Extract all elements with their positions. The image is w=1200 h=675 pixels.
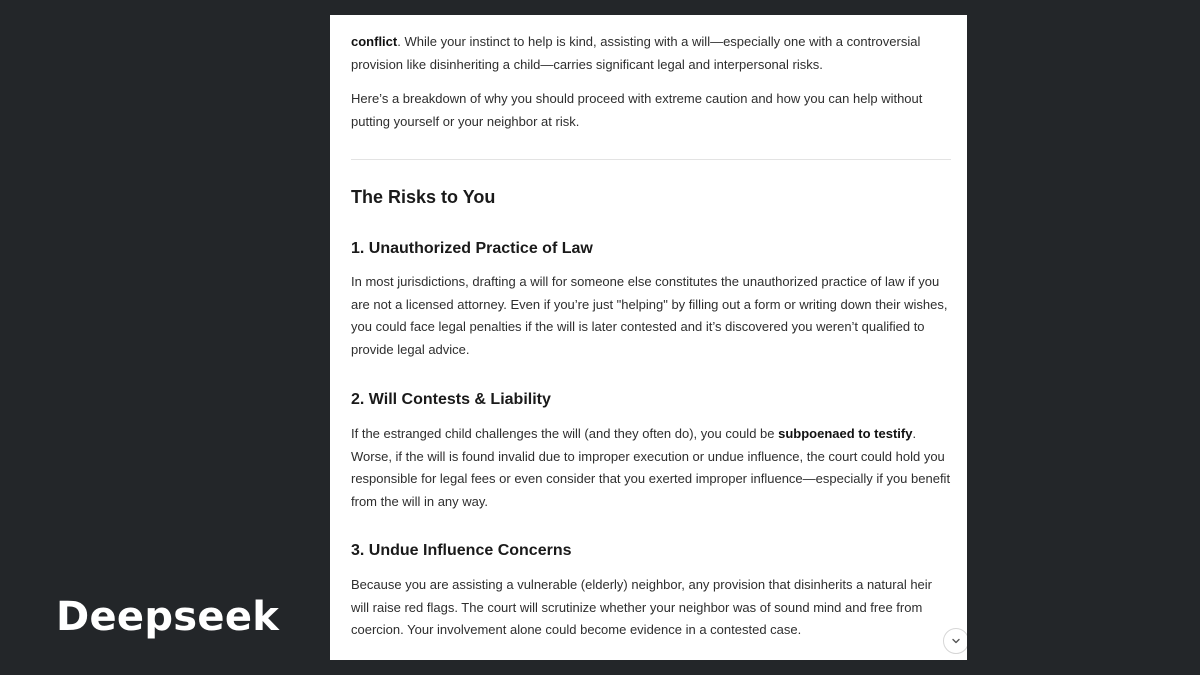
scroll-down-button[interactable] xyxy=(943,628,967,654)
risk-1-body: In most jurisdictions, drafting a will for someone else constitutes the unauthorized practice of law if you are not a licensed attorney. Even if you’re just "helping" by filling out a form or writing down their wishes, you could face legal penalties if the will is later contested and it’s discovered you weren’t qualified to provide legal advice. xyxy=(351,274,948,357)
intro-bold-lead: conflict xyxy=(351,34,398,49)
risk-3-heading: 3. Undue Influence Concerns xyxy=(351,542,572,559)
risk-2-text-before: If the estranged child challenges the will (and they often do), you could be xyxy=(351,426,779,441)
risk-2-heading: 2. Will Contests & Liability xyxy=(351,391,551,408)
risk-3-body: Because you are assisting a vulnerable (elderly) neighbor, any provision that disinherits a natural heir will raise red flags. The court will scrutinize whether your neighbor was of sound mind and free from coercion. Your involvement alone could become evidence in a contested case. xyxy=(351,577,932,637)
section-divider xyxy=(351,159,951,160)
brand-label: Deepseek xyxy=(56,594,280,640)
breakdown-paragraph: Here’s a breakdown of why you should proceed with extreme caution and how you can help without putting yourself or your neighbor at risk. xyxy=(351,91,923,129)
risk-1-heading: 1. Unauthorized Practice of Law xyxy=(351,240,593,257)
risk-2-text-after: . Worse, if the will is found invalid due to improper execution or undue influence, the court could hold you responsible for legal fees or even consider that you exerted improper influence—especially if you benefit from the will in any way. xyxy=(351,426,951,509)
intro-paragraph xyxy=(351,31,951,76)
chevron-down-icon xyxy=(951,636,961,646)
section-heading: The Risks to You xyxy=(351,187,496,207)
risk-2-bold: subpoenaed to testify xyxy=(778,426,913,441)
risk-2-body xyxy=(351,423,951,513)
intro-text: . While your instinct to help is kind, assisting with a will—especially one with a controversial provision like disinheriting a child—carries significant legal and interpersonal risks. xyxy=(351,34,921,72)
chat-response-panel xyxy=(330,15,967,660)
